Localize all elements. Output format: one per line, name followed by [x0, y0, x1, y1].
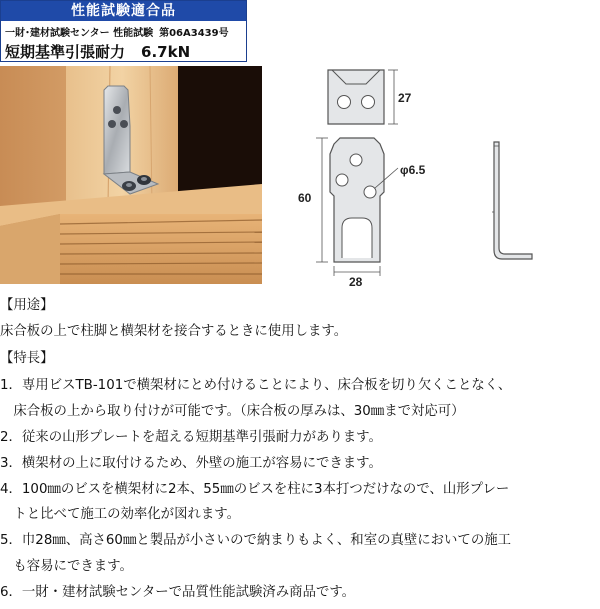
usage-text: 床合板の上で柱脚と横架材を接合するときに使用します。	[0, 324, 348, 339]
dimension-hole-diameter: φ6.5	[400, 163, 426, 177]
certification-metric-line	[1, 39, 246, 62]
usage-heading: 【用途】	[0, 298, 54, 313]
features-heading: 【特長】	[0, 351, 54, 366]
feature-item: 1．専用ビスTB-101で横架材にとめ付けることにより、床合板を切り欠くことなく、	[0, 378, 512, 393]
certification-metric: 短期基準引張耐力	[5, 43, 126, 61]
feature-item: 6．一財・建材試験センターで品質性能試験済み商品です。	[0, 585, 356, 600]
feature-item: 5．巾28㎜、高さ60㎜と製品が小さいので納まりもよく、和室の真壁においての施工	[0, 533, 511, 548]
front-view-drawing	[316, 138, 398, 276]
certification-value: 6.7kN	[141, 43, 191, 61]
certification-badge	[0, 0, 247, 62]
certification-number: 第06A3439号	[159, 28, 229, 39]
certification-org: 一財･建材試験センター 性能試験	[5, 28, 154, 39]
technical-drawings	[280, 62, 600, 288]
certification-org-line	[1, 21, 246, 39]
feature-item: 床合板の上から取り付けが可能です。（床合板の厚みは、30㎜まで対応可）	[0, 404, 465, 419]
top-view-drawing	[328, 70, 398, 124]
dimension-top-height: 27	[398, 91, 412, 105]
dimension-width: 28	[349, 275, 363, 288]
feature-item: 4．100㎜のビスを横架材に2本、55㎜のビスを柱に3本打つだけなので、山形プレー	[0, 482, 510, 497]
feature-item: トと比べて施工の効率化が図れます。	[0, 507, 240, 522]
feature-item: も容易にできます。	[0, 559, 133, 574]
side-view-drawing	[492, 142, 532, 259]
product-photo	[0, 66, 262, 284]
certification-header: 性能試験適合品	[1, 1, 246, 21]
feature-item: 3．横架材の上に取付けるため、外壁の施工が容易にできます。	[0, 456, 382, 471]
dimension-height: 60	[298, 191, 312, 205]
feature-item: 2．従来の山形プレートを超える短期基準引張耐力があります。	[0, 430, 382, 445]
